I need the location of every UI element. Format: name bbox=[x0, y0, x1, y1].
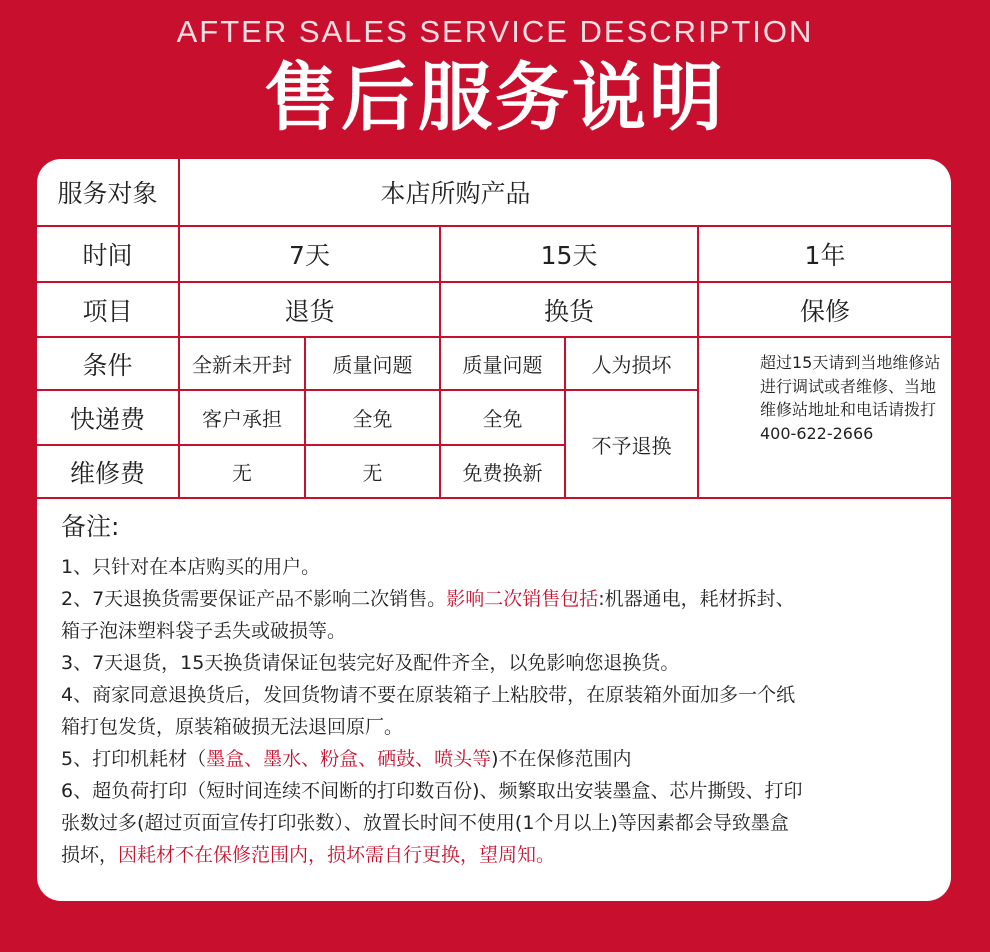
label-item: 项目 bbox=[82, 296, 133, 326]
label-service-target: 服务对象 bbox=[57, 179, 158, 208]
shipping-return: 客户承担 bbox=[202, 407, 282, 431]
time-warranty: 1年 bbox=[804, 241, 846, 270]
remark-highlight: 影响二次销售包括 bbox=[446, 588, 599, 610]
remark-line: 箱打包发货，原装箱破损无法退回原厂。 bbox=[61, 716, 404, 738]
no-return-exchange: 不予退换 bbox=[591, 433, 672, 458]
remark-highlight: 墨盒、墨水、粉盒、硒鼓、喷头等 bbox=[206, 748, 492, 770]
label-shipping: 快递费 bbox=[69, 404, 145, 434]
condition-exchange: 质量问题 bbox=[462, 353, 543, 377]
service-card bbox=[37, 159, 951, 901]
remarks-title: 备注: bbox=[61, 512, 120, 541]
repair-return-quality: 无 bbox=[362, 461, 383, 485]
label-repair-fee: 维修费 bbox=[69, 458, 145, 488]
remark-line: 3、7天退货，15天换货请保证包装完好及配件齐全，以免影响您退换货。 bbox=[61, 652, 680, 674]
repair-return: 无 bbox=[232, 461, 252, 485]
time-exchange: 15天 bbox=[540, 241, 598, 270]
remark-highlight: 因耗材不在保修范围内，损坏需自行更换，望周知。 bbox=[118, 844, 556, 866]
item-warranty: 保修 bbox=[799, 296, 850, 326]
remark-line: 5、打印机耗材（墨盒、墨水、粉盒、硒鼓、喷头等)不在保修范围内 bbox=[61, 748, 632, 770]
label-condition: 条件 bbox=[82, 350, 133, 380]
table-divider bbox=[37, 497, 951, 499]
shipping-return-quality: 全免 bbox=[352, 407, 393, 431]
remark-line: 箱子泡沫塑料袋子丢失或破损等。 bbox=[61, 620, 347, 642]
label-time: 时间 bbox=[82, 241, 133, 270]
time-return: 7天 bbox=[289, 241, 330, 270]
shipping-exchange: 全免 bbox=[482, 407, 523, 431]
repair-exchange: 免费换新 bbox=[462, 461, 543, 485]
subtitle-english: AFTER SALES SERVICE DESCRIPTION bbox=[176, 14, 814, 49]
remark-line: 损坏，因耗材不在保修范围内，损坏需自行更换，望周知。 bbox=[61, 844, 556, 866]
item-exchange: 换货 bbox=[543, 296, 594, 326]
service-table bbox=[37, 159, 951, 499]
warranty-note: 超过15天请到当地维修站进行调试或者维修、当地维修站地址和电话请拨打400-622-2666 bbox=[760, 353, 941, 444]
remark-line: 4、商家同意退换货后，发回货物请不要在原装箱子上粘胶带，在原装箱外面加多一个纸 bbox=[61, 684, 796, 706]
condition-return: 全新未开封 bbox=[192, 353, 292, 377]
remark-line: 张数过多(超过页面宣传打印张数）、放置长时间不使用(1个月以上)等因素都会导致墨盒 bbox=[61, 812, 789, 834]
service-target-value: 本店所购产品 bbox=[380, 179, 531, 208]
remark-line: 6、超负荷打印（短时间连续不间断的打印数百份)、频繁取出安装墨盒、芯片撕毁、打印 bbox=[61, 780, 803, 802]
condition-return-quality: 质量问题 bbox=[332, 353, 413, 377]
remark-line: 1、只针对在本店购买的用户。 bbox=[61, 556, 321, 578]
remark-line: 2、7天退换货需要保证产品不影响二次销售。影响二次销售包括:机器通电，耗材拆封、 bbox=[61, 588, 795, 610]
remarks-section bbox=[61, 507, 936, 871]
condition-human-damage: 人为损坏 bbox=[591, 353, 672, 377]
item-return: 退货 bbox=[284, 296, 335, 326]
page-title: 售后服务说明 bbox=[264, 55, 726, 141]
